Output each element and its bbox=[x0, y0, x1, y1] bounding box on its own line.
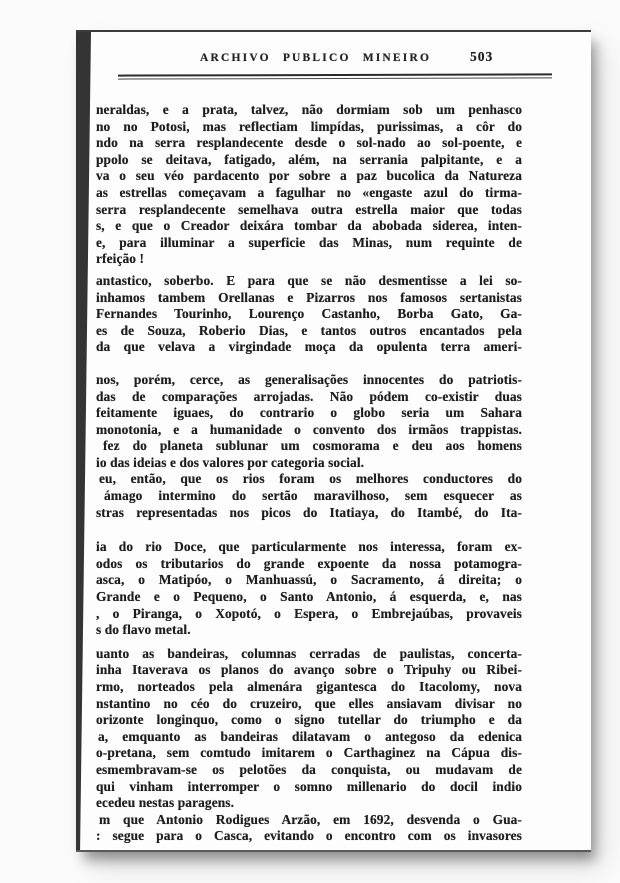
text-line: io das ideias e dos valores por categoria social. bbox=[96, 454, 365, 470]
paragraph bbox=[96, 646, 522, 845]
text-line: inhamos tambem Orellanas e Pizarros nos famosos sertanistas bbox=[96, 289, 522, 305]
text-line: stras representadas nos picos do Itatiaya, do Itambé, do Ita- bbox=[96, 504, 522, 520]
paragraph bbox=[96, 539, 522, 639]
text-line: va o seu véo pardacento por sobre a paz bucolica da Natureza bbox=[96, 168, 522, 184]
text-line: s do flavo metal. bbox=[96, 622, 191, 638]
scanned-page bbox=[76, 30, 591, 852]
journal-header-title: ARCHIVO PUBLICO MINEIRO bbox=[200, 52, 432, 64]
text-line: inha Itaverava os planos do avanço sobre o Tripuhy ou Ribei- bbox=[96, 662, 522, 678]
text-line: da que velava a virgindade moça da opulenta terra ameri- bbox=[96, 339, 522, 355]
text-line: ndo na serra resplandecente desde o sol-nado ao sol-poente, e bbox=[96, 135, 522, 151]
text-line: odos os tributarios do grande expoente da nossa potamogra- bbox=[96, 555, 522, 571]
text-line: as estrellas começavam a fagulhar no «engaste azul do tirma- bbox=[96, 184, 522, 200]
text-line: es de Souza, Roberio Dias, e tantos outros encantados pela bbox=[96, 322, 522, 338]
text-line: orizonte longinquo, como o signo tutellar do triumpho e da bbox=[96, 712, 522, 728]
text-line: : segue para o Casca, evitando o encontro com os invasores bbox=[96, 828, 522, 844]
text-line: uanto as bandeiras, columnas cerradas de paulistas, concerta- bbox=[96, 645, 522, 661]
text-line: no no Potosi, mas reflectiam limpídas, purissimas, a côr do bbox=[96, 118, 522, 134]
text-line: ppolo se deitava, fatigado, além, na serrania palpitante, e a bbox=[96, 151, 522, 167]
page-header bbox=[76, 32, 591, 82]
text-line: o-pretana, sem comtudo imitarem o Carthaginez na Cápua dis- bbox=[96, 745, 522, 761]
text-line: serra resplandecente semelhava outra estrella maior que todas bbox=[96, 201, 522, 217]
text-line: asca, o Matipóo, o Manhuassú, o Sacramento, á direita; o bbox=[96, 572, 522, 588]
text-line: , o Piranga, o Xopotó, o Espera, o Embrejaúbas, provaveis bbox=[96, 605, 522, 621]
text-line: Grande e o Pequeno, o Santo Antonio, á esquerda, e, nas bbox=[96, 589, 522, 605]
text-line: fez do planeta sublunar um cosmorama e deu aos homens bbox=[103, 438, 522, 454]
text-line: das de comparações arrojadas. Não pódem co-existir duas bbox=[96, 388, 522, 404]
text-line: feitamente iguaes, do contrario o globo seria um Sahara bbox=[96, 405, 522, 421]
text-line: m que Antonio Rodigues Arzão, em 1692, desvenda o Gua- bbox=[99, 811, 522, 827]
page-number: 503 bbox=[470, 49, 494, 64]
header-divider-rule bbox=[118, 73, 552, 79]
text-line: monotonia, e a humanidade o convento dos irmãos trappistas. bbox=[96, 421, 522, 437]
text-line: esmembravam-se os pelotões da conquista, ou mudavam de bbox=[96, 761, 522, 777]
text-line: nos, porém, cerce, as generalisações innocentes do patriotis- bbox=[96, 371, 522, 387]
text-line: eu, então, que os rios foram os melhores conductores do bbox=[99, 471, 522, 487]
text-line: nstantino no céo do cruzeiro, que elles ansiavam divisar no bbox=[96, 695, 522, 711]
paragraph bbox=[96, 372, 522, 521]
text-line: s, e que o Creador deixára tombar da abobada siderea, inten- bbox=[96, 218, 522, 234]
text-line: antastico, soberbo. E para que se não desmentisse a lei so- bbox=[96, 272, 522, 288]
text-line: a, emquanto as bandeiras dilatavam o antegoso da edenica bbox=[98, 728, 522, 744]
text-line: ia do rio Doce, que particularmente nos interessa, foram ex- bbox=[96, 539, 522, 555]
page-gutter-edge bbox=[76, 32, 92, 852]
text-line: qui vinham interromper o somno millenario do docil indio bbox=[96, 778, 522, 794]
paragraph bbox=[96, 273, 522, 356]
text-line: e, para illuminar a superficie das Minas, num requinte de bbox=[96, 234, 522, 250]
text-line: ámago intermino do sertão maravilhoso, sem esquecer as bbox=[104, 488, 522, 504]
text-line: rmo, norteados pela almenára gigantesca do Itacolomy, nova bbox=[96, 679, 522, 694]
text-line: neraldas, e a prata, talvez, não dormiam sob um penhasco bbox=[96, 102, 522, 117]
text-line: rfeição ! bbox=[96, 251, 145, 267]
text-line: ecedeu nestas paragens. bbox=[96, 795, 235, 811]
paragraph bbox=[96, 102, 522, 268]
page-text-column bbox=[96, 102, 522, 845]
text-line: Fernandes Tourinho, Lourenço Castanho, Borba Gato, Ga- bbox=[96, 306, 522, 322]
